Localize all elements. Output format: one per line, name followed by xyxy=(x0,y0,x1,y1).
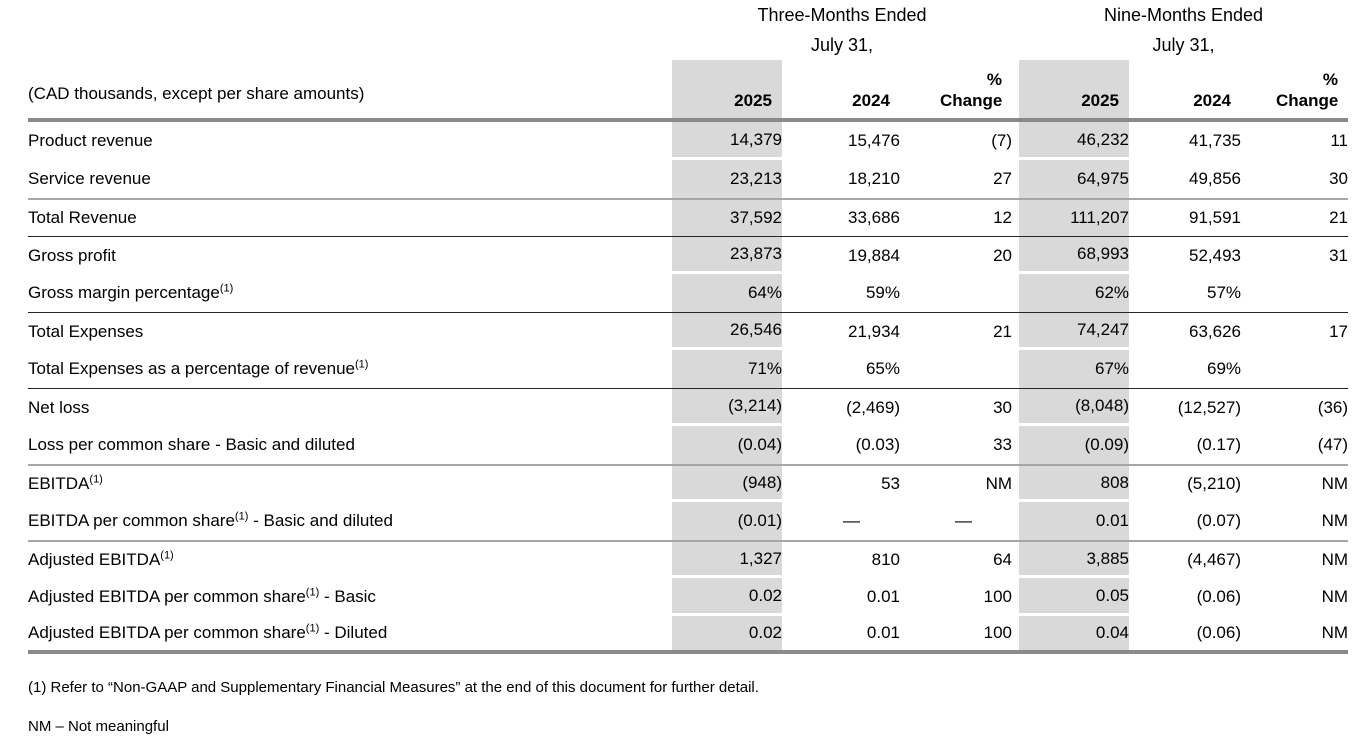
cell-9mo-2024: (0.06) xyxy=(1129,616,1241,654)
row-label: Total Revenue xyxy=(28,208,137,227)
table-row xyxy=(28,160,1348,198)
financial-summary-table xyxy=(28,0,1348,654)
footnote-nm: NM – Not meaningful xyxy=(28,718,169,735)
cell-3mo-2025: (0.01) xyxy=(672,502,782,540)
cell-3mo-2025: (0.04) xyxy=(672,426,782,464)
footnote-1: (1) Refer to “Non-GAAP and Supplementary Financial Measures” at the end of this document for further detail. xyxy=(28,679,759,696)
cell-9mo-2025: (0.09) xyxy=(1019,426,1129,464)
table-row xyxy=(28,616,1348,654)
table-body xyxy=(28,122,1348,654)
pct-change-label: % Change xyxy=(940,70,1003,110)
cell-3mo-pct-change: 33 xyxy=(993,435,1013,454)
cell-9mo-2024: (0.06) xyxy=(1196,587,1242,606)
col-header-2025-3mo: 2025 xyxy=(672,60,782,122)
table-row xyxy=(28,388,1348,426)
cell-9mo-2025: 74,247 xyxy=(1019,312,1129,350)
row-label: Service revenue xyxy=(28,169,151,188)
cell-3mo-2025: 14,379 xyxy=(672,122,782,160)
cell-9mo-2025: 808 xyxy=(1019,464,1129,502)
cell-9mo-pct-change: (36) xyxy=(1241,388,1348,426)
cell-9mo-pct-change: 30 xyxy=(1329,169,1349,188)
cell-3mo-pct-change: 27 xyxy=(993,169,1013,188)
row-label-cell xyxy=(28,502,672,540)
row-label-cell xyxy=(28,312,672,350)
column-gap xyxy=(1012,540,1019,578)
cell-3mo-2024: — xyxy=(843,511,860,530)
cell-9mo-pct-change: 17 xyxy=(1241,312,1348,350)
cell-3mo-2025: 1,327 xyxy=(672,540,782,578)
row-label-cell xyxy=(28,236,672,274)
cell-3mo-pct-change: 64 xyxy=(900,540,1012,578)
cell-3mo-2025: 0.02 xyxy=(672,616,782,654)
header-spacer xyxy=(28,30,672,60)
row-label-suffix: - Basic xyxy=(319,587,376,606)
column-gap xyxy=(1012,616,1019,654)
col-header-2025-9mo: 2025 xyxy=(1019,60,1129,122)
cell-9mo-2025: 62% xyxy=(1019,274,1129,312)
cell-3mo-2025: 26,546 xyxy=(672,312,782,350)
table-row xyxy=(28,502,1348,540)
cell-3mo-2025: 23,213 xyxy=(672,160,782,198)
column-gap xyxy=(1012,122,1019,160)
col-header-2024-9mo: 2024 xyxy=(1129,60,1241,122)
footnote-ref: (1) xyxy=(89,473,103,486)
cell-9mo-pct-change: NM xyxy=(1241,616,1348,654)
row-label: Net loss xyxy=(28,397,90,417)
row-label-cell xyxy=(28,426,672,464)
table-row xyxy=(28,312,1348,350)
cell-9mo-2024: 57% xyxy=(1206,283,1242,302)
cell-9mo-2024: 63,626 xyxy=(1129,312,1241,350)
cell-3mo-2024: 19,884 xyxy=(782,236,900,274)
row-label-cell xyxy=(28,274,672,312)
row-label-cell xyxy=(28,388,672,426)
cell-3mo-pct-change: 100 xyxy=(900,616,1012,654)
cell-9mo-2025: 0.01 xyxy=(1019,502,1129,540)
column-gap xyxy=(1012,236,1019,274)
footnote-ref: (1) xyxy=(305,622,320,635)
column-gap xyxy=(1012,0,1019,30)
row-label-cell xyxy=(28,350,672,388)
table-row xyxy=(28,198,1348,236)
col-header-pct-change-9mo xyxy=(1241,60,1348,122)
cell-9mo-pct-change: NM xyxy=(1241,464,1348,502)
cell-3mo-pct-change xyxy=(900,350,1012,388)
cell-9mo-2025: 68,993 xyxy=(1019,236,1129,274)
cell-3mo-pct-change: 12 xyxy=(900,198,1012,236)
cell-9mo-2024: (5,210) xyxy=(1129,464,1241,502)
footnote-ref: (1) xyxy=(234,510,249,523)
nine-months-group-date: July 31, xyxy=(1152,34,1215,55)
footnote-ref: (1) xyxy=(305,586,320,599)
cell-3mo-pct-change: — xyxy=(955,511,973,530)
cell-9mo-pct-change: NM xyxy=(1321,511,1349,530)
table-row xyxy=(28,426,1348,464)
cell-9mo-2024: (0.07) xyxy=(1196,511,1242,530)
footnote-ref: (1) xyxy=(160,549,174,562)
cell-3mo-2024: 810 xyxy=(782,540,900,578)
period-group-row-line1 xyxy=(28,0,1348,30)
cell-9mo-pct-change: 21 xyxy=(1241,198,1348,236)
cell-3mo-2024: 59% xyxy=(865,283,900,302)
row-label: Loss per common share - Basic and diluted xyxy=(28,435,355,454)
cell-9mo-2025: 67% xyxy=(1019,350,1129,388)
cell-3mo-pct-change: 100 xyxy=(983,587,1013,606)
col-header-2024-3mo: 2024 xyxy=(782,60,900,122)
cell-3mo-2024: 21,934 xyxy=(782,312,900,350)
cell-9mo-2025: 111,207 xyxy=(1019,198,1129,236)
cell-3mo-2024: 65% xyxy=(865,359,900,378)
cell-3mo-2024: 0.01 xyxy=(782,616,900,654)
row-label: Total Expenses xyxy=(28,321,144,341)
column-gap xyxy=(1012,160,1019,198)
row-label: Adjusted EBITDA per common share xyxy=(28,587,306,606)
row-label-cell xyxy=(28,616,672,654)
row-label: Adjusted EBITDA per common share xyxy=(28,623,306,642)
cell-9mo-2024: 41,735 xyxy=(1189,131,1242,150)
column-gap xyxy=(1012,60,1019,122)
column-gap xyxy=(1012,502,1019,540)
table-row xyxy=(28,578,1348,616)
cell-3mo-pct-change: 21 xyxy=(900,312,1012,350)
cell-9mo-2024: 91,591 xyxy=(1129,198,1241,236)
column-gap xyxy=(1012,388,1019,426)
cell-3mo-2025: 37,592 xyxy=(672,198,782,236)
row-label-cell xyxy=(28,198,672,236)
row-label: EBITDA xyxy=(28,474,90,493)
cell-3mo-2025: 71% xyxy=(672,350,782,388)
cell-9mo-2025: 0.04 xyxy=(1019,616,1129,654)
cell-3mo-2025: (3,214) xyxy=(672,388,782,426)
row-label: Gross profit xyxy=(28,245,116,265)
cell-9mo-2024: (0.17) xyxy=(1196,435,1242,454)
cell-9mo-2025: (8,048) xyxy=(1019,388,1129,426)
table-header xyxy=(28,0,1348,122)
cell-3mo-2025: 64% xyxy=(672,274,782,312)
col-header-pct-change-3mo xyxy=(900,60,1012,122)
cell-9mo-pct-change: NM xyxy=(1321,587,1349,606)
cell-9mo-2024: (4,467) xyxy=(1129,540,1241,578)
footnote-ref: (1) xyxy=(355,358,369,371)
cell-9mo-pct-change xyxy=(1241,274,1348,312)
column-gap xyxy=(1012,30,1019,60)
cell-9mo-pct-change: NM xyxy=(1241,540,1348,578)
cell-9mo-2025: 64,975 xyxy=(1019,160,1129,198)
cell-3mo-2025: 23,873 xyxy=(672,236,782,274)
column-gap xyxy=(1012,274,1019,312)
cell-3mo-2025: 0.02 xyxy=(672,578,782,616)
column-gap xyxy=(1012,312,1019,350)
footnotes xyxy=(28,678,1364,736)
units-note: (CAD thousands, except per share amounts) xyxy=(28,60,672,122)
cell-3mo-2025: (948) xyxy=(672,464,782,502)
cell-3mo-pct-change: 30 xyxy=(900,388,1012,426)
table-row xyxy=(28,464,1348,502)
cell-3mo-2024: 15,476 xyxy=(848,131,900,150)
table-row xyxy=(28,236,1348,274)
column-header-row xyxy=(28,60,1348,122)
cell-3mo-2024: 53 xyxy=(782,464,900,502)
nine-months-group-title: Nine-Months Ended xyxy=(1103,4,1264,25)
cell-9mo-2025: 46,232 xyxy=(1019,122,1129,160)
cell-3mo-pct-change: NM xyxy=(900,464,1012,502)
row-label-suffix: - Diluted xyxy=(319,623,388,642)
cell-9mo-2024: 69% xyxy=(1206,359,1242,378)
cell-9mo-pct-change: 31 xyxy=(1241,236,1348,274)
row-label-cell xyxy=(28,122,672,160)
column-gap xyxy=(1012,198,1019,236)
row-label: Adjusted EBITDA xyxy=(28,550,161,569)
pct-change-label: % Change xyxy=(1276,70,1339,110)
cell-3mo-2024: (2,469) xyxy=(782,388,900,426)
header-spacer xyxy=(28,0,672,30)
table-row xyxy=(28,274,1348,312)
cell-9mo-2024: (12,527) xyxy=(1129,388,1241,426)
cell-9mo-2024: 52,493 xyxy=(1129,236,1241,274)
cell-9mo-pct-change: (47) xyxy=(1317,435,1349,454)
cell-9mo-pct-change xyxy=(1241,350,1348,388)
cell-3mo-pct-change xyxy=(900,274,1012,312)
row-label: Product revenue xyxy=(28,131,153,150)
cell-9mo-2025: 3,885 xyxy=(1019,540,1129,578)
row-label-suffix: - Basic and diluted xyxy=(248,511,393,530)
cell-3mo-2024: 33,686 xyxy=(782,198,900,236)
row-label: EBITDA per common share xyxy=(28,511,235,530)
footnote-ref: (1) xyxy=(219,282,234,295)
cell-3mo-2024: (0.03) xyxy=(855,435,900,454)
column-gap xyxy=(1012,426,1019,464)
row-label-cell xyxy=(28,464,672,502)
cell-9mo-2025: 0.05 xyxy=(1019,578,1129,616)
cell-3mo-2024: 18,210 xyxy=(848,169,900,188)
row-label-cell xyxy=(28,578,672,616)
table-row xyxy=(28,350,1348,388)
cell-9mo-2024: 49,856 xyxy=(1189,169,1242,188)
column-gap xyxy=(1012,464,1019,502)
column-gap xyxy=(1012,578,1019,616)
cell-3mo-2024: 0.01 xyxy=(866,587,900,606)
row-label-cell xyxy=(28,540,672,578)
table-row xyxy=(28,540,1348,578)
three-months-group-date: July 31, xyxy=(810,34,874,55)
period-group-row-line2 xyxy=(28,30,1348,60)
row-label-cell xyxy=(28,160,672,198)
three-months-group-title: Three-Months Ended xyxy=(757,4,927,25)
cell-3mo-pct-change: 20 xyxy=(900,236,1012,274)
table-row xyxy=(28,122,1348,160)
row-label: Total Expenses as a percentage of revenue xyxy=(28,359,355,378)
cell-3mo-pct-change: (7) xyxy=(991,131,1013,150)
cell-9mo-pct-change: 11 xyxy=(1330,131,1349,150)
column-gap xyxy=(1012,350,1019,388)
row-label: Gross margin percentage xyxy=(28,283,220,302)
